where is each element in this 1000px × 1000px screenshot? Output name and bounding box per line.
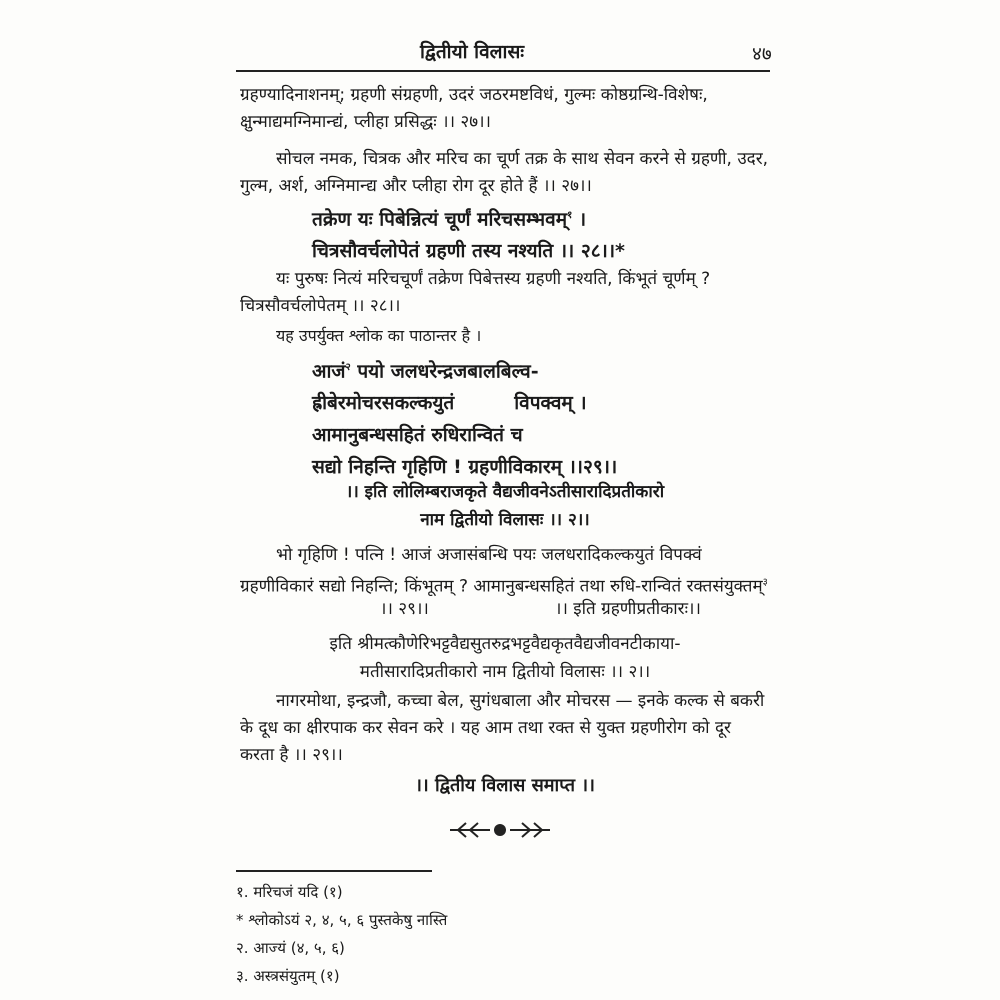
footnote-star: * श्लोकोऽयं २, ४, ५, ६ पुस्तकेषु नास्ति xyxy=(236,911,448,929)
commentary-paragraph-1: ग्रहण्यादिनाशनम्; ग्रहणी संग्रहणी, उदरं जठरमष्टविधं, गुल्मः कोष्ठग्रन्थि-विशेषः, क्षुन्माद्यमग्निमान्द्यं, प्लीहा प्रसिद्धः ।। २७।। xyxy=(240,85,708,132)
verse-29-line-2: ह्रीबेरमोचरसकल्कयुतं विपक्वम् । xyxy=(312,392,587,415)
colophon-commentary xyxy=(240,630,770,686)
section-end-note: ।। इति ग्रहणीप्रतीकारः।। xyxy=(555,599,701,619)
colophon-verse-line-1: ।। इति लोलिम्बराजकृते वैद्यजीवनेऽतीसारादिप्रतीकारो xyxy=(345,482,665,502)
hindi-paragraph-1: सोचल नमक, चित्रक और मरिच का चूर्ण तक्र के साथ सेवन करने से ग्रहणी, उदर, गुल्म, अर्श, अग्निमान्द्य और प्लीहा रोग दूर होते हैं ।। २७।। xyxy=(240,149,769,196)
colophon-commentary-line-2: मतीसारादिप्रतीकारो नाम द्वितीयो विलासः ।। २।। xyxy=(359,662,651,682)
footnote-rule xyxy=(236,870,432,872)
verse-28-line-2: चित्रसौवर्चलोपेतं ग्रहणी तस्य नश्यति ।। २८।।* xyxy=(312,240,625,263)
commentary-paragraph-3: भो गृहिणि ! पत्नि ! आजं अजासंबन्धि पयः जलधरादिकल्कयुतं विपक्वं ग्रहणीविकारं सद्यो निहन्ति; किंभूतम् ? आमानुबन्धसहितं तथा रुधि-रान्वितं रक्तसंयुक्तम्$^३$ xyxy=(240,545,768,597)
page-number: ४७ xyxy=(752,43,772,65)
footnote-2: २. आज्यं (४, ५, ६) xyxy=(236,939,345,957)
footnote-mark-1: १ xyxy=(567,210,573,221)
header-rule xyxy=(236,70,770,72)
running-title: द्वितीयो विलासः xyxy=(420,41,525,63)
hindi-paragraph-2: नागरमोथा, इन्द्रजौ, कच्चा बेल, सुगंधबाला और मोचरस — इनके कल्क से बकरी के दूध का क्षीरपाक कर सेवन करे । यह आम तथा रक्त से युक्त ग्रहणीरोग को दूर करता है ।। २९।। xyxy=(240,691,765,765)
chapter-end-line: ।। द्वितीय विलास समाप्त ।। xyxy=(415,775,595,796)
hindi-note: यह उपर्युक्त श्लोक का पाठान्तर है । xyxy=(276,326,482,345)
verse-29-line-3: आमानुबन्धसहितं रुधिरान्वितं च xyxy=(312,424,523,447)
footnote-1: १. मरिचजं यदि (१) xyxy=(236,883,343,901)
verse-28-line-1: तक्रेण यः पिबेन्नित्यं चूर्णं मरिचसम्भवम्$^१$ । xyxy=(312,208,587,231)
footnotes xyxy=(236,878,636,990)
footnote-mark-2: २ xyxy=(345,362,351,373)
verse-29-line-4: सद्यो निहन्ति गृहिणि ! ग्रहणीविकारम् ।।२९।। xyxy=(312,456,618,479)
colophon-commentary-line-1: इति श्रीमत्कौणेरिभट्टवैद्यसुतरुद्रभट्टवैद्यकृतवैद्यजीवनटीकाया- xyxy=(329,634,681,654)
ornament-divider-icon xyxy=(440,818,560,842)
verse-28 xyxy=(312,200,772,267)
colophon-verse xyxy=(240,478,770,534)
verse-number-29: ।। २९।। xyxy=(380,599,429,619)
footnote-3: ३. अस्त्रसंयुतम् (१) xyxy=(236,967,340,985)
verse-29 xyxy=(312,352,772,483)
verse-29-line-1: आजं$^२$ पयो जलधरेन्द्रजबालबिल्व- xyxy=(312,360,539,383)
footnote-mark-3: ३ xyxy=(762,577,768,588)
colophon-verse-line-2: नाम द्वितीयो विलासः ।। २।। xyxy=(420,510,590,530)
commentary-paragraph-2: यः पुरुषः नित्यं मरिचचूर्णं तक्रेण पिबेत्तस्य ग्रहणी नश्यति, किंभूतं चूर्णम् ? चित्रसौवर्चलोपेतम् ।। २८।। xyxy=(240,269,711,316)
